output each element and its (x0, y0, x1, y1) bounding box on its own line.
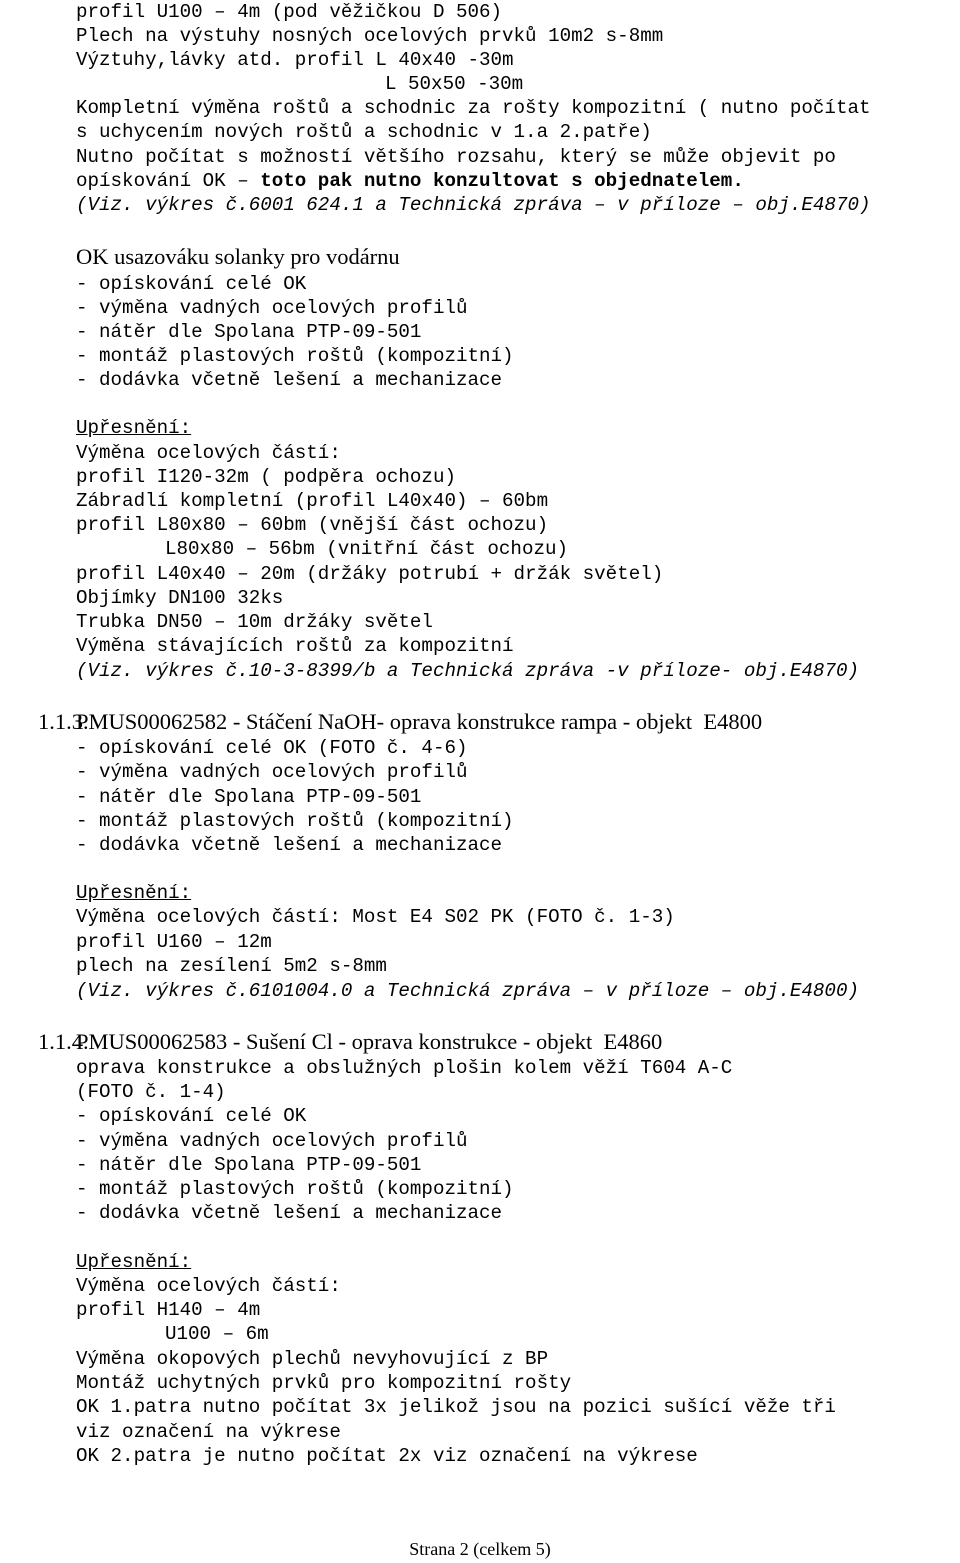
list-item: - dodávka včetně lešení a mechanizace (76, 369, 503, 391)
text-line: L 50x50 -30m (385, 73, 524, 95)
upresneni-label: Upřesnění: (76, 417, 192, 439)
bold-note: toto pak nutno konzultovat s objednatelem. (260, 170, 744, 192)
detail-line: Trubka DN50 – 10m držáky světel (76, 611, 433, 633)
text-run: opískování OK – (76, 170, 261, 192)
text-line: Plech na výstuhy nosných ocelových prvků 10m2 s-8mm (76, 25, 664, 47)
text-line (76, 169, 744, 193)
list-item: - výměna vadných ocelových profilů (76, 761, 468, 783)
upresneni-line (76, 1250, 191, 1274)
section-title: PMUS00062582 - Stáčení NaOH- oprava konstrukce rampa - objekt E4800 (76, 709, 763, 734)
list-item: - montáž plastových roštů (kompozitní) (76, 810, 514, 832)
detail-line: L80x80 – 56bm (vnitřní část ochozu) (165, 538, 569, 560)
list-item: - opískování celé OK (FOTO č. 4-6) (76, 737, 468, 759)
upresneni-line (76, 881, 191, 905)
text-line: Kompletní výměna roštů a schodnic za rošty kompozitní ( nutno počítat (76, 97, 871, 119)
detail-line: Objímky DN100 32ks (76, 587, 284, 609)
detail-line: Montáž uchytných prvků pro kompozitní rošty (76, 1372, 572, 1394)
upresneni-label: Upřesnění: (76, 882, 192, 904)
list-item: - nátěr dle Spolana PTP-09-501 (76, 786, 422, 808)
detail-line: profil L80x80 – 60bm (vnější část ochozu) (76, 514, 549, 536)
detail-line: Výměna ocelových částí: Most E4 S02 PK (FOTO č. 1-3) (76, 906, 675, 928)
detail-line: U100 – 6m (165, 1323, 269, 1345)
list-item: - nátěr dle Spolana PTP-09-501 (76, 1154, 422, 1176)
detail-line: Výměna okopových plechů nevyhovující z BP (76, 1348, 549, 1370)
detail-line: profil I120-32m ( podpěra ochozu) (76, 466, 456, 488)
detail-line: Výměna ocelových částí: (76, 1275, 341, 1297)
list-item: - montáž plastových roštů (kompozitní) (76, 1178, 514, 1200)
text-line: Výztuhy,lávky atd. profil L 40x40 -30m (76, 49, 514, 71)
detail-line: Výměna stávajících roštů za kompozitní (76, 635, 514, 657)
intro-line: oprava konstrukce a obslužných plošin kolem věží T604 A-C (76, 1057, 733, 1079)
upresneni-line (76, 416, 191, 440)
detail-line: viz označení na výkrese (76, 1421, 341, 1443)
list-item: - opískování celé OK (76, 273, 307, 295)
detail-line: OK 2.patra je nutno počítat 2x viz označení na výkrese (76, 1445, 698, 1467)
drawing-reference: (Viz. výkres č.10-3-8399/b a Technická zpráva -v příloze- obj.E4870) (76, 660, 859, 682)
text-line: profil U100 – 4m (pod věžičkou D 506) (76, 1, 503, 23)
detail-line: Výměna ocelových částí: (76, 442, 341, 464)
list-item: - dodávka včetně lešení a mechanizace (76, 834, 503, 856)
list-item: - výměna vadných ocelových profilů (76, 297, 468, 319)
section-heading: OK usazováku solanky pro vodárnu (76, 244, 400, 269)
section-number: 1.1.3. (38, 709, 89, 734)
section-number: 1.1.4. (38, 1029, 89, 1054)
text-line: s uchycením nových roštů a schodnic v 1.a 2.patře) (76, 121, 652, 143)
detail-line: profil L40x40 – 20m (držáky potrubí + držák světel) (76, 563, 664, 585)
detail-line: profil H140 – 4m (76, 1299, 261, 1321)
text-line: Nutno počítat s možností většího rozsahu, který se může objevit po (76, 146, 836, 168)
detail-line: OK 1.patra nutno počítat 3x jelikož jsou na pozici sušící věže tři (76, 1396, 836, 1418)
section-title: PMUS00062583 - Sušení Cl - oprava konstrukce - objekt E4860 (76, 1029, 663, 1054)
detail-line: plech na zesílení 5m2 s-8mm (76, 955, 387, 977)
list-item: - montáž plastových roštů (kompozitní) (76, 345, 514, 367)
page-footer: Strana 2 (celkem 5) (409, 1539, 551, 1559)
detail-line: profil U160 – 12m (76, 931, 272, 953)
intro-line: (FOTO č. 1-4) (76, 1081, 226, 1103)
list-item: - dodávka včetně lešení a mechanizace (76, 1202, 503, 1224)
list-item: - výměna vadných ocelových profilů (76, 1130, 468, 1152)
drawing-reference: (Viz. výkres č.6101004.0 a Technická zpráva – v příloze – obj.E4800) (76, 980, 859, 1002)
detail-line: Zábradlí kompletní (profil L40x40) – 60bm (76, 490, 549, 512)
list-item: - nátěr dle Spolana PTP-09-501 (76, 321, 422, 343)
upresneni-label: Upřesnění: (76, 1251, 192, 1273)
list-item: - opískování celé OK (76, 1105, 307, 1127)
drawing-reference: (Viz. výkres č.6001 624.1 a Technická zpráva – v příloze – obj.E4870) (76, 194, 871, 216)
